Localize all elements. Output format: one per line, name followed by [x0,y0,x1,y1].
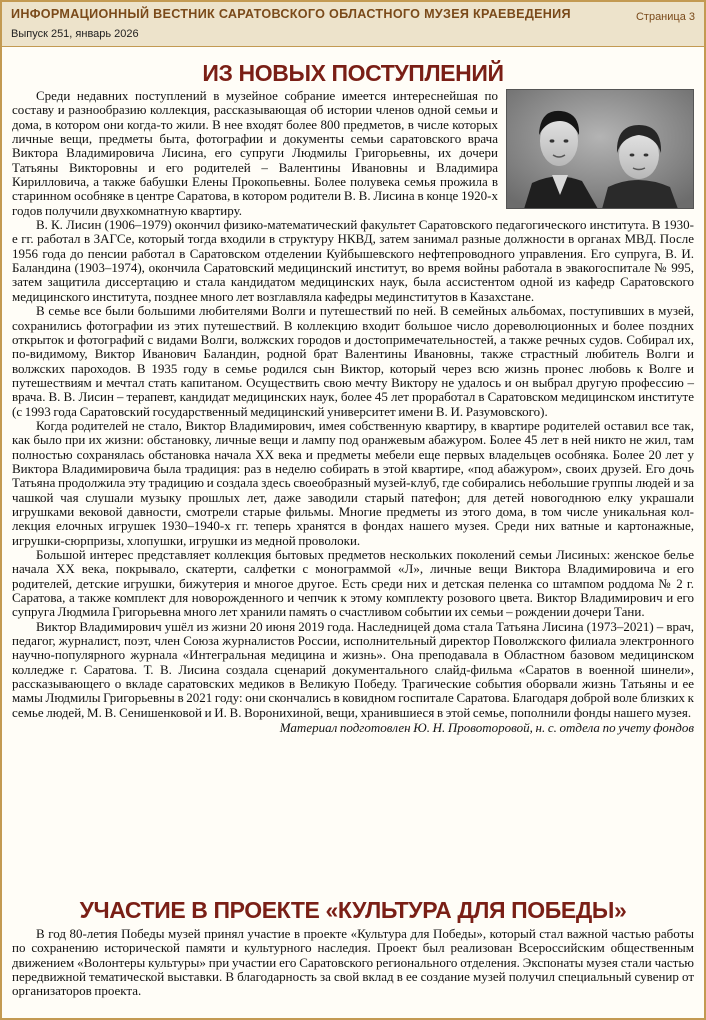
article-title: УЧАСТИЕ В ПРОЕКТЕ «КУЛЬТУРА ДЛЯ ПОБЕДЫ» [79,897,627,923]
article-title: ИЗ НОВЫХ ПОСТУПЛЕНИЙ [202,60,504,86]
article-culture-for-victory [12,927,694,999]
paragraph: В год 80-летия Победы музей принял участие в проекте «Культура для Победы», который стал важной частью работы по сохранению исторической памяти и культурного наследия. Проект был реализован Всероссийским общественным движением «Волонтеры культуры» при участии его Саратовского регионального отделения. Экспонаты музея стали частью передвижной тематической выставки. В благодарность за свой вклад в ее создание музей получил специальный сувенир от организаторов проекта. [12,926,694,999]
article-new-acquisitions [12,89,694,735]
paragraph: Виктор Владимирович ушёл из жизни 20 июня 2019 года. Наследницей дома стала Татьяна Лисина (1973–2021) – врач, педагог, журналист, поэт, член Союза журналистов России, исполнительный директор Поволжского филиала электронного научно-популярного журнала «Интегральная медицина и жизнь». Она преподавала в Областном базовом медицинском колледже г. Саратова. Т. В. Лисина создала сценарий документального слайд-фильма «Саратов в военной шинели», рассказывающего о вкладе саратовских медиков в Великую Победу. Трагические события оборвали жизнь Татьяны и ее мамы Людмилы Григорьевны в 2021 году: они скончались в ковидном госпитале Саратова. Благодаря доброй воле близких к семье людей, М. В. Сенишенковой и И. В. Воронихиной, вещи, хранившиеся в этой семье, пополнили фонды нашего музея. [12,618,694,720]
page-number: Страница 3 [635,11,695,23]
author-credit: Материал подготовлен Ю. Н. Провоторовой, н. с. отдела по учету фондов [279,720,694,736]
paragraph: Когда родителей не стало, Виктор Владимирович, имея собственную квартиру, в квартире родителей оставил все так, как было при их жизни: обстановку, личные вещи и лампу под оранжевым абажуром. Более 45 лет в ней никто не жил, там полностью сохранялась обстановка начала XX века и предметы мебели еще первых владельцев особняка. Более 20 лет у Виктора Владимировича была традиция: раз в неделю собирать в этой квартире, «под абажуром», своих друзей. Его дочь Татьяна продолжила эту традицию и создала здесь своеобразный музей-клуб, где собирались небольшие группы людей и за чашкой чая слушали музыку прошлых лет, даже заводили старый патефон; для детей новогоднюю елку украшали игрушками вековой давности, смотрели старые фильмы. Многие предметы из этого дома, в том числе уникальная коллекция елочных игрушек 1930–1940-х гг. теперь хранятся в фондах нашего музея. Среди них ватные и картонажные, игрушки-сюрпризы, хлопушки, игрушки из медной проволоки. [12,417,694,548]
portrait-photo [506,89,694,209]
paragraph: Среди недавних поступлений в музейное собрание имеется интереснейшая по составу и разнообразию коллекция, рассказывающая об истории членов одной семьи и дома, в котором они когда-то жили. В нее входят более 800 предметов, в числе которых личные вещи, предметы быта, фотографии и документы семьи саратовского врача Виктора Владимировича Лисина, его супруги Людмилы Григорьевны, их дочери Татьяны Викторовны и его родителей – Валентины Ивановны и Владимира Кирилловича, а также бабушки Елены Прокопьевны. Более полувека семья прожила в старинном особняке в центре Саратова, в котором родители В. В. Лисина в конце 1920-х годов получили двухкомнатную квартиру. [12,88,498,218]
paragraph: В семье все были большими любителями Волги и путешествий по ней. В семейных альбомах, поступивших в музей, сохранились фотографии из этих путешествий. В коллекцию входит большое число дореволюционных и более поздних открыток и фотографий с видами Волги, волжских городов и достопримечательностей, а также речных судов. Собирал их, по-видимому, Виктор Иванович Баландин, родной брат Валентины Ивановны, также страстный любитель Волги и волжских пароходов. В 1935 году в семье родился сын Виктор, который через всю жизнь пронес любовь к Волге и путешествиям и мечтал стать капитаном. Осуществить свою мечту Виктору не удалось и он выбрал другую профессию – врача. В. В. Лисин – терапевт, кандидат медицинских наук, более 45 лет проработал в Саратовском медицинском институте (с 1993 года Саратовский государственный медицинский университет имени В. И. Разумовского). [12,303,694,419]
paragraph: В. К. Лисин (1906–1979) окончил физико-математический факультет Саратовского педагогического института. В 1930-е гг. работал в ЗАГСе, который тогда входили в структуру НКВД, затем занимал разные должности в органах МВД. После 1956 года до пенсии работал в Саратовском отделении Куйбышевского нефтепроводного управления. Его супруга, В. И. Баландина (1903–1974), окончила Саратовский медицинский институт, во время войны работала в эвакогоспитале № 995, затем защитила диссертацию и стала кандидатом медицинских наук, была ассистентом одной из кафедр Саратовского медицинского института, позднее много лет возглавляла кафедры мединститутов в Казахстане. [12,217,694,304]
page-header [2,2,704,47]
paragraph: Большой интерес представляет коллекция бытовых предметов нескольких поколений семьи Лисиных: женское белье начала XX века, покрывало, скатерти, салфетки с монограммой «Л», личные вещи Виктора Владимировича и его родителей, детские игрушки, бижутерия и многое другое. Есть среди них и детская пеленка со штампом роддома № 2 г. Саратова, а также комплект для новорожденного и чепчик к этому комплекту розового цвета. Виктор Владимирович и его супруга Людмила Григорьевна много лет хранили память о счастливом событии их семьи – рождении дочери Тани. [12,547,694,620]
newsletter-title: ИНФОРМАЦИОННЫЙ ВЕСТНИК САРАТОВСКОГО ОБЛАСТНОГО МУЗЕЯ КРАЕВЕДЕНИЯ [11,7,571,21]
issue-label: Выпуск 251, январь 2026 [11,28,139,40]
